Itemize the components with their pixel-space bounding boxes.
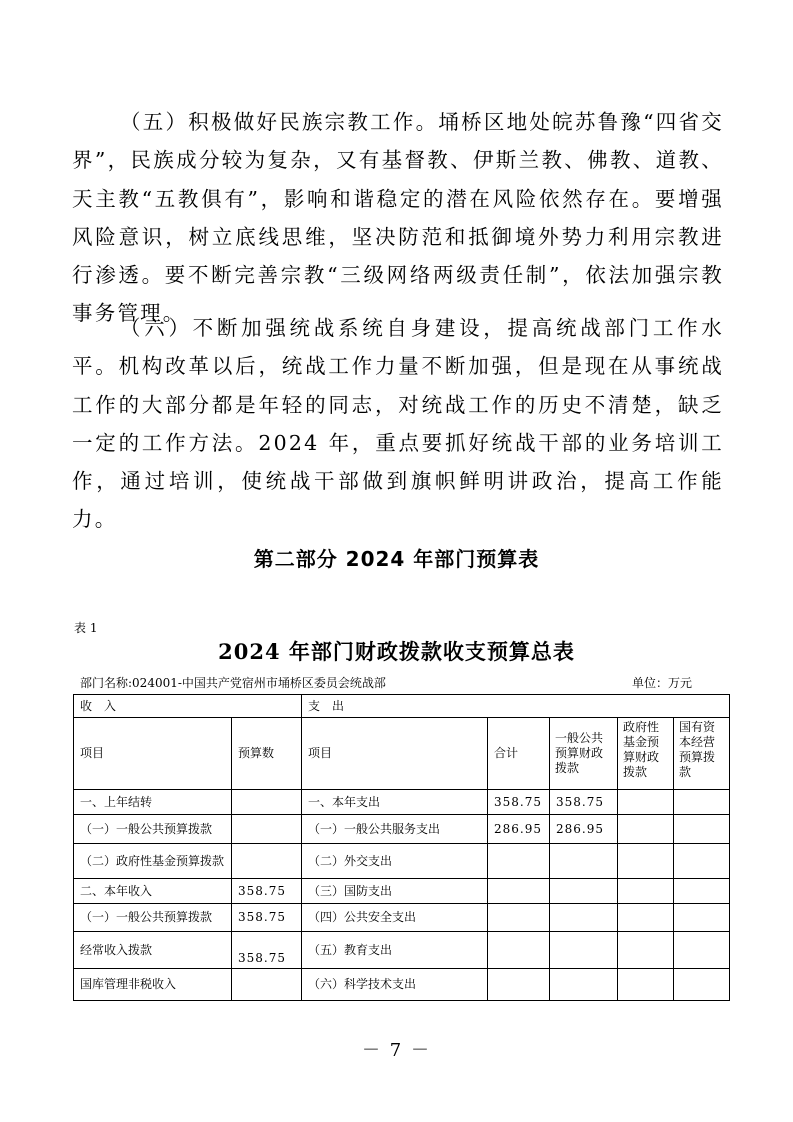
total-cell — [488, 904, 550, 932]
general-budget-cell — [550, 904, 618, 932]
table-row — [74, 969, 730, 1001]
col-header-state-capital: 国有资本经营预算拨款 — [674, 718, 730, 790]
gov-fund-cell — [618, 969, 674, 1001]
expense-item-cell: （六）科学技术支出 — [302, 969, 488, 1001]
state-capital-cell — [674, 932, 730, 969]
income-group-header: 收 入 — [74, 695, 302, 718]
gov-fund-cell — [618, 879, 674, 904]
state-capital-cell — [674, 790, 730, 815]
total-cell — [488, 879, 550, 904]
table-row — [74, 844, 730, 879]
state-capital-cell — [674, 969, 730, 1001]
income-item-cell: 经常收入拨款 — [74, 932, 232, 969]
total-cell — [488, 844, 550, 879]
gov-fund-cell — [618, 790, 674, 815]
total-cell — [488, 932, 550, 969]
table-column-header-row — [74, 718, 730, 790]
expense-item-cell: 一、本年支出 — [302, 790, 488, 815]
unit-label: 单位：万元 — [632, 676, 693, 690]
state-capital-cell — [674, 904, 730, 932]
page-number: － 7 － — [362, 1040, 431, 1061]
gov-fund-cell — [618, 932, 674, 969]
table-row — [74, 904, 730, 932]
total-cell: 358.75 — [488, 790, 550, 815]
state-capital-cell — [674, 844, 730, 879]
paragraph-self-construction: （六）不断加强统战系统自身建设，提高统战部门工作水平。机构改革以后，统战工作力量不断加强，但是现在从事统战工作的大部分都是年轻的同志，对统战工作的历史不清楚，缺乏一定的工作方法。2024 年，重点要抓好统战干部的业务培训工作，通过培训，使统战干部做到旗帜鲜明讲政治，提高工作能力。 — [72, 316, 724, 532]
income-budget-cell — [232, 790, 302, 815]
income-budget-cell — [232, 969, 302, 1001]
expense-group-header: 支 出 — [302, 695, 730, 718]
table-title: 2024 年部门财政拨款收支预算总表 — [218, 639, 575, 664]
general-budget-cell — [550, 844, 618, 879]
general-budget-cell: 358.75 — [550, 790, 618, 815]
income-item-cell: （一）一般公共预算拨款 — [74, 904, 232, 932]
col-header-total: 合计 — [488, 718, 550, 790]
income-budget-cell: 358.75 — [232, 879, 302, 904]
table-label: 表 1 — [74, 621, 98, 635]
state-capital-cell — [674, 879, 730, 904]
state-capital-cell — [674, 815, 730, 844]
income-item-cell: 二、本年收入 — [74, 879, 232, 904]
income-budget-cell — [232, 815, 302, 844]
expense-item-cell: （五）教育支出 — [302, 932, 488, 969]
income-budget-cell: 358.75 — [232, 904, 302, 932]
col-header-expense-item: 项目 — [302, 718, 488, 790]
table-group-header-row — [74, 695, 730, 718]
income-budget-cell: 358.75 — [232, 932, 302, 969]
expense-item-cell: （三）国防支出 — [302, 879, 488, 904]
table-row — [74, 932, 730, 969]
general-budget-cell: 286.95 — [550, 815, 618, 844]
expense-item-cell: （一）一般公共服务支出 — [302, 815, 488, 844]
income-item-cell: （一）一般公共预算拨款 — [74, 815, 232, 844]
expense-item-cell: （四）公共安全支出 — [302, 904, 488, 932]
gov-fund-cell — [618, 815, 674, 844]
gov-fund-cell — [618, 904, 674, 932]
income-item-cell: 一、上年结转 — [74, 790, 232, 815]
col-header-general-budget: 一般公共预算财政拨款 — [550, 718, 618, 790]
general-budget-cell — [550, 879, 618, 904]
department-name: 部门名称:024001-中国共产党宿州市埇桥区委员会统战部 — [80, 676, 386, 690]
table-row — [74, 879, 730, 904]
budget-table — [73, 694, 730, 1001]
col-header-income-budget: 预算数 — [232, 718, 302, 790]
total-cell — [488, 969, 550, 1001]
col-header-gov-fund: 政府性基金预算财政拨款 — [618, 718, 674, 790]
section-title: 第二部分 2024 年部门预算表 — [253, 547, 540, 571]
table-row — [74, 815, 730, 844]
paragraph-ethnic-religious-work: （五）积极做好民族宗教工作。埇桥区地处皖苏鲁豫“四省交界”，民族成分较为复杂，又有基督教、伊斯兰教、佛教、道教、天主教“五教俱有”，影响和谐稳定的潜在风险依然存在。要增强风险意识，树立底线思维，坚决防范和抵御境外势力利用宗教进行渗透。要不断完善宗教“三级网络两级责任制”，依法加强宗教事务管理。 — [72, 110, 724, 326]
income-budget-cell — [232, 844, 302, 879]
general-budget-cell — [550, 932, 618, 969]
expense-item-cell: （二）外交支出 — [302, 844, 488, 879]
total-cell: 286.95 — [488, 815, 550, 844]
gov-fund-cell — [618, 844, 674, 879]
general-budget-cell — [550, 969, 618, 1001]
income-item-cell: 国库管理非税收入 — [74, 969, 232, 1001]
income-item-cell: （二）政府性基金预算拨款 — [74, 844, 232, 879]
table-row — [74, 790, 730, 815]
col-header-income-item: 项目 — [74, 718, 232, 790]
